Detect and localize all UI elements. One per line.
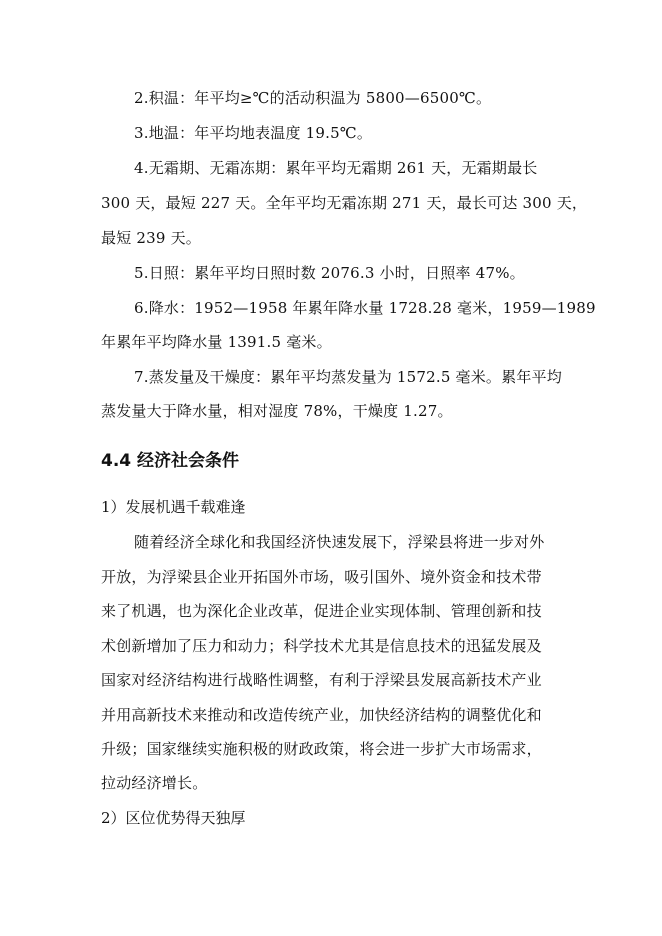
paragraph-line: 升级；国家继续实施积极的财政政策，将会进一步扩大市场需求， [101,740,542,758]
paragraph-line: 并用高新技术来推动和改造传统产业，加快经济结构的调整优化和 [101,706,542,724]
precipitation-line-1: 6.降水：1952—1958 年累年降水量 1728.28 毫米，1959—1989 [134,299,596,317]
accumulated-temperature-line: 2.积温：年平均≥℃的活动积温为 5800—6500℃。 [134,89,492,107]
paragraph-line: 开放，为浮梁县企业开拓国外市场，吸引国外、境外资金和技术带 [101,568,542,586]
subheading-2: 2）区位优势得天独厚 [101,809,246,827]
paragraph-line: 来了机遇，也为深化企业改革，促进企业实现体制、管理创新和技 [101,602,542,620]
frost-free-line-1: 4.无霜期、无霜冻期：累年平均无霜期 261 天，无霜期最长 [134,159,538,177]
subheading-1: 1）发展机遇千载难逢 [101,498,246,516]
frost-free-line-3: 最短 239 天。 [101,229,201,247]
precipitation-line-2: 年累年平均降水量 1391.5 毫米。 [101,333,332,351]
section-heading: 4.4 经济社会条件 [101,451,240,471]
evaporation-line-2: 蒸发量大于降水量，相对湿度 78%，干燥度 1.27。 [101,402,453,420]
paragraph-line: 随着经济全球化和我国经济快速发展下，浮梁县将进一步对外 [134,533,545,551]
paragraph-line: 拉动经济增长。 [101,774,208,792]
sunshine-line: 5.日照：累年平均日照时数 2076.3 小时，日照率 47%。 [134,264,525,282]
paragraph-line: 术创新增加了压力和动力；科学技术尤其是信息技术的迅猛发展及 [101,637,542,655]
evaporation-line-1: 7.蒸发量及干燥度：累年平均蒸发量为 1572.5 毫米。累年平均 [134,368,562,386]
paragraph-line: 国家对经济结构进行战略性调整，有利于浮梁县发展高新技术产业 [101,671,542,689]
ground-temperature-line: 3.地温：年平均地表温度 19.5℃。 [134,124,373,142]
frost-free-line-2: 300 天，最短 227 天。全年平均无霜冻期 271 天，最长可达 300 天， [101,194,588,212]
